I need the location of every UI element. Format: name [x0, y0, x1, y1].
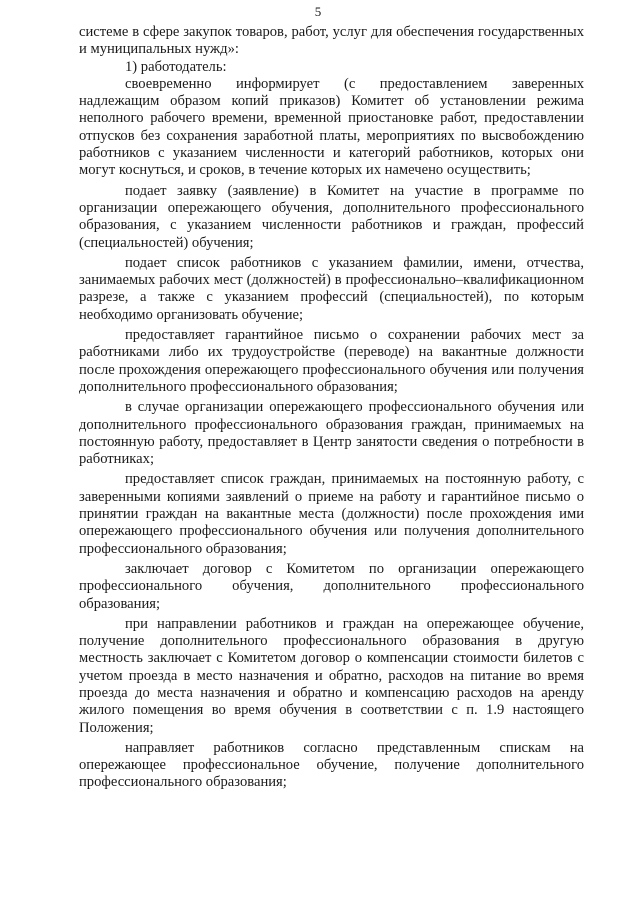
paragraph-employee-list: подает список работников с указанием фамилии, имени, отчества, занимаемых рабочих мест (должностей) в профессионально–квалификационном разрезе, а также с указанием профессий (специальностей), по которым необходимо организовать обучение; — [79, 254, 584, 323]
paragraph-staffing-needs: в случае организации опережающего профессионального обучения или дополнительного профессионального образования граждан, принимаемых на постоянную работу, предоставляет в Центр занятости сведения о потребности в работниках; — [79, 399, 584, 468]
paragraph-informs: своевременно информирует (с предоставлением заверенных надлежащим образом копий приказов) Комитет об установлении режима неполного рабочего времени, временной приостановке работ, предоставлении отпусков без сохранения заработной платы, мероприятиях по высвобождению работников с указанием численности и категорий работников, которых они могут коснуться, и сроков, в течение которых их намечено осуществить; — [79, 75, 584, 179]
document-body — [79, 24, 584, 792]
paragraph-travel-compensation: при направлении работников и граждан на опережающее обучение, получение дополнительного профессионального образования в другую местность заключает с Комитетом договор о компенсации стоимости билетов с учетом проезда в место назначения и обратно, расходов на питание во время проезда до места назначения и обратно и компенсацию расходов на аренду жилого помещения во время обучения в соответствии с п. 1.9 настоящего Положения; — [79, 615, 584, 736]
paragraph-contract: заключает договор с Комитетом по организации опережающего профессионального обучения, дополнительного профессионального образования; — [79, 560, 584, 612]
paragraph-guarantee-letter: предоставляет гарантийное письмо о сохранении рабочих мест за работниками либо их трудоустройстве (переводе) на вакантные должности после прохождения опережающего профессионального обучения или получения дополнительного профессионального образования; — [79, 327, 584, 395]
paragraph-sends-workers: направляет работников согласно представленным спискам на опережающее профессиональное обучение, получение дополнительного профессионального образования; — [79, 739, 584, 791]
paragraph-application: подает заявку (заявление) в Комитет на участие в программе по организации опережающего обучения, дополнительного профессионального образования, с указанием численности работников и граждан, профессий (специальностей) обучения; — [79, 182, 584, 251]
paragraph-employer-heading: 1) работодатель: — [125, 58, 227, 75]
paragraph-continuation: системе в сфере закупок товаров, работ, услуг для обеспечения государственных и муниципальных нужд»: — [79, 24, 584, 58]
paragraph-citizens-list: предоставляет список граждан, принимаемых на постоянную работу, с заверенными копиями заявлений о приеме на работу и гарантийное письмо о принятии граждан на вакантные места (должности) после прохождения ими опережающего профессионального обучения или получения дополнительного профессионального образования; — [79, 471, 584, 557]
page-number: 5 — [314, 4, 322, 19]
